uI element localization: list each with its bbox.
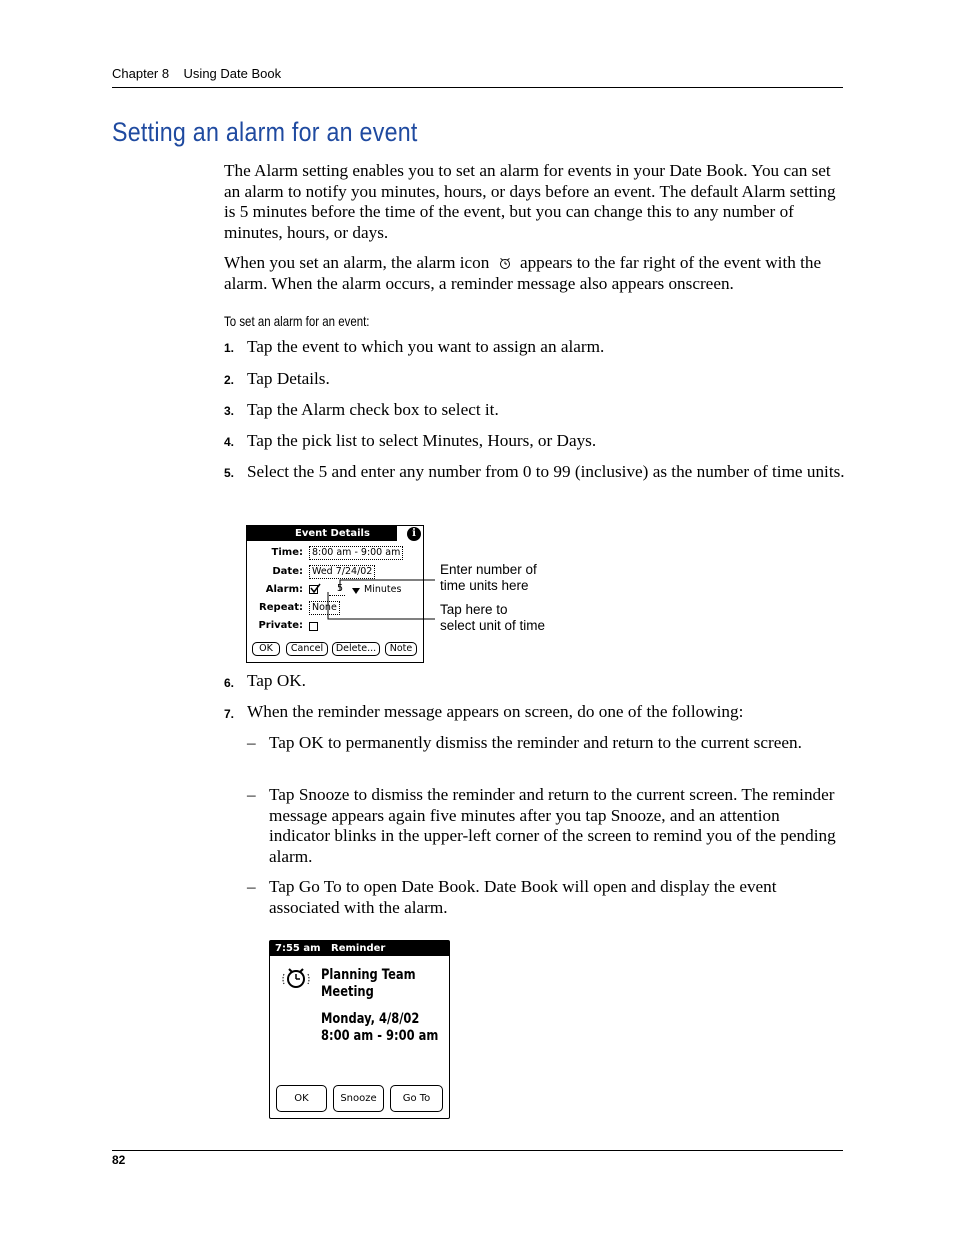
date-label: Date: — [272, 566, 303, 577]
alarm-unit-picklist[interactable]: Minutes — [364, 584, 402, 595]
step-text: Tap the pick list to select Minutes, Hours, or Days. — [247, 431, 597, 450]
header-rule — [112, 87, 843, 88]
substep-text: Tap Go To to open Date Book. Date Book will open and display the event associated with the alarm. — [269, 877, 777, 917]
alarm-icon-paragraph — [224, 253, 844, 294]
note-button[interactable]: Note — [385, 642, 417, 656]
callout-unit: Tap here to select unit of time — [440, 602, 546, 633]
substep-dash: – — [247, 877, 256, 896]
snooze-button[interactable]: Snooze — [333, 1085, 384, 1112]
info-icon[interactable]: i — [407, 527, 421, 541]
date-field[interactable]: Wed 7/24/02 — [309, 565, 375, 579]
step-number: 2. — [224, 373, 235, 387]
step-number: 3. — [224, 404, 235, 418]
repeat-field[interactable]: None — [309, 601, 340, 615]
reminder-date: Monday, 4/8/02 — [321, 1011, 420, 1027]
reminder-screen — [269, 940, 450, 1119]
cancel-button[interactable]: Cancel — [286, 642, 328, 656]
step-text: Select the 5 and enter any number from 0 to 99 (inclusive) as the number of time units. — [247, 462, 845, 481]
intro-paragraph: The Alarm setting enables you to set an alarm for events in your Date Book. You can set an alarm to notify you minutes, hours, or days before an event. The default Alarm setting is 5 minutes before the time of the event, but you can change this to any number of minutes, hours, or days. — [224, 161, 836, 242]
step-text: When the reminder message appears on screen, do one of the following: — [247, 702, 744, 721]
chapter-header: Chapter 8 Using Date Book — [112, 66, 282, 81]
footer-rule — [112, 1150, 843, 1151]
reminder-time: 7:55 am — [275, 943, 321, 954]
step-number: 5. — [224, 466, 235, 480]
alarm-icon — [498, 255, 512, 269]
reminder-event-line2: Meeting — [321, 984, 374, 1000]
go-to-button[interactable]: Go To — [390, 1085, 443, 1112]
alarm-clock-icon — [280, 965, 312, 991]
ok-button[interactable]: OK — [252, 642, 280, 656]
substep-dash: – — [247, 733, 256, 752]
page-number: 82 — [112, 1153, 126, 1167]
repeat-label: Repeat: — [259, 602, 303, 613]
callout-number: Enter number of time units here — [440, 562, 537, 593]
delete-button[interactable]: Delete... — [332, 642, 380, 656]
alarm-label: Alarm: — [265, 584, 303, 595]
reminder-time-range: 8:00 am - 9:00 am — [321, 1028, 439, 1044]
section-title: Setting an alarm for an event — [112, 117, 418, 147]
reminder-ok-button[interactable]: OK — [276, 1085, 327, 1112]
step-text: Tap OK. — [247, 671, 306, 690]
step-text: Tap the event to which you want to assign an alarm. — [247, 337, 605, 356]
substep-dash: – — [247, 785, 256, 804]
step-number: 7. — [224, 707, 235, 721]
reminder-event-line1: Planning Team — [321, 967, 416, 983]
reminder-titlebar — [270, 941, 449, 956]
procedure-title: To set an alarm for an event: — [224, 313, 370, 329]
event-details-titlebar — [247, 526, 397, 541]
private-label: Private: — [258, 620, 303, 631]
step-number: 1. — [224, 341, 235, 355]
alarm-number-field[interactable]: 5 — [329, 583, 345, 596]
callout-lines — [240, 570, 440, 630]
alarm-icon-text-after: appears to the far right of the event with the alarm. When the alarm occurs, a reminder message also appears onscreen. — [224, 253, 822, 293]
time-label: Time: — [271, 547, 303, 558]
time-field[interactable]: 8:00 am - 9:00 am — [309, 546, 403, 560]
alarm-icon-text-before: When you set an alarm, the alarm icon — [224, 253, 490, 272]
step-text: Tap Details. — [247, 369, 330, 388]
substep-text: Tap OK to permanently dismiss the reminder and return to the current screen. — [269, 733, 802, 752]
event-details-title: Event Details — [295, 528, 370, 539]
reminder-title: Reminder — [331, 943, 386, 954]
step-number: 6. — [224, 676, 235, 690]
step-text: Tap the Alarm check box to select it. — [247, 400, 499, 419]
step-number: 4. — [224, 435, 235, 449]
substep-text: Tap Snooze to dismiss the reminder and return to the current screen. The reminder message appears again five minutes after you tap Snooze, and an attention indicator blinks in the upper-left corner of the screen to remind you of the pending alarm. — [269, 785, 836, 866]
